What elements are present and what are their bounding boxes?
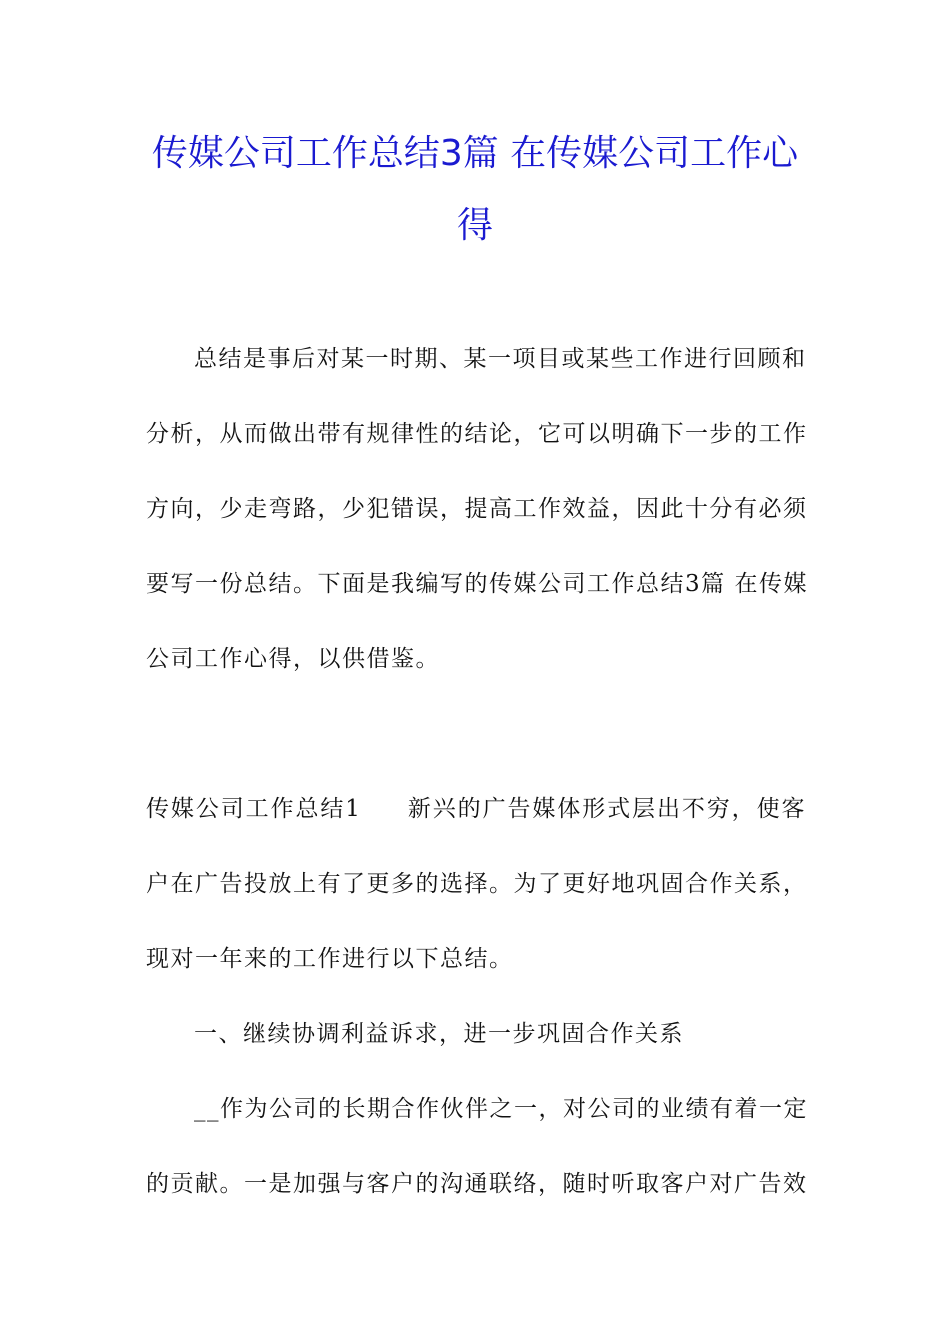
section-subheading: 一、继续协调利益诉求，进一步巩固合作关系 bbox=[194, 1021, 684, 1047]
section-line: __作为公司的长期合作伙伴之一，对公司的业绩有着一定 bbox=[194, 1096, 808, 1122]
document-title-line2: 得 bbox=[456, 205, 493, 246]
section-heading: 传媒公司工作总结1 bbox=[146, 796, 362, 822]
intro-line: 要写一份总结。下面是我编写的传媒公司工作总结3篇 在传媒 bbox=[146, 571, 808, 597]
intro-line: 分析，从而做出带有规律性的结论，它可以明确下一步的工作 bbox=[146, 421, 808, 447]
intro-line: 总结是事后对某一时期、某一项目或某些工作进行回顾和 bbox=[194, 346, 807, 372]
intro-line: 方向，少走弯路，少犯错误，提高工作效益，因此十分有必须 bbox=[146, 496, 808, 522]
intro-line: 公司工作心得，以供借鉴。 bbox=[146, 646, 440, 672]
document-title-line1: 传媒公司工作总结3篇 在传媒公司工作心 bbox=[151, 133, 799, 174]
section-line: 的贡献。一是加强与客户的沟通联络，随时听取客户对广告效 bbox=[146, 1171, 808, 1197]
section-line: 户在广告投放上有了更多的选择。为了更好地巩固合作关系， bbox=[146, 871, 808, 897]
section-first-line-text: 新兴的广告媒体形式层出不穷，使客 bbox=[407, 796, 806, 822]
section-first-line bbox=[146, 795, 806, 823]
section-line: 现对一年来的工作进行以下总结。 bbox=[146, 946, 514, 972]
